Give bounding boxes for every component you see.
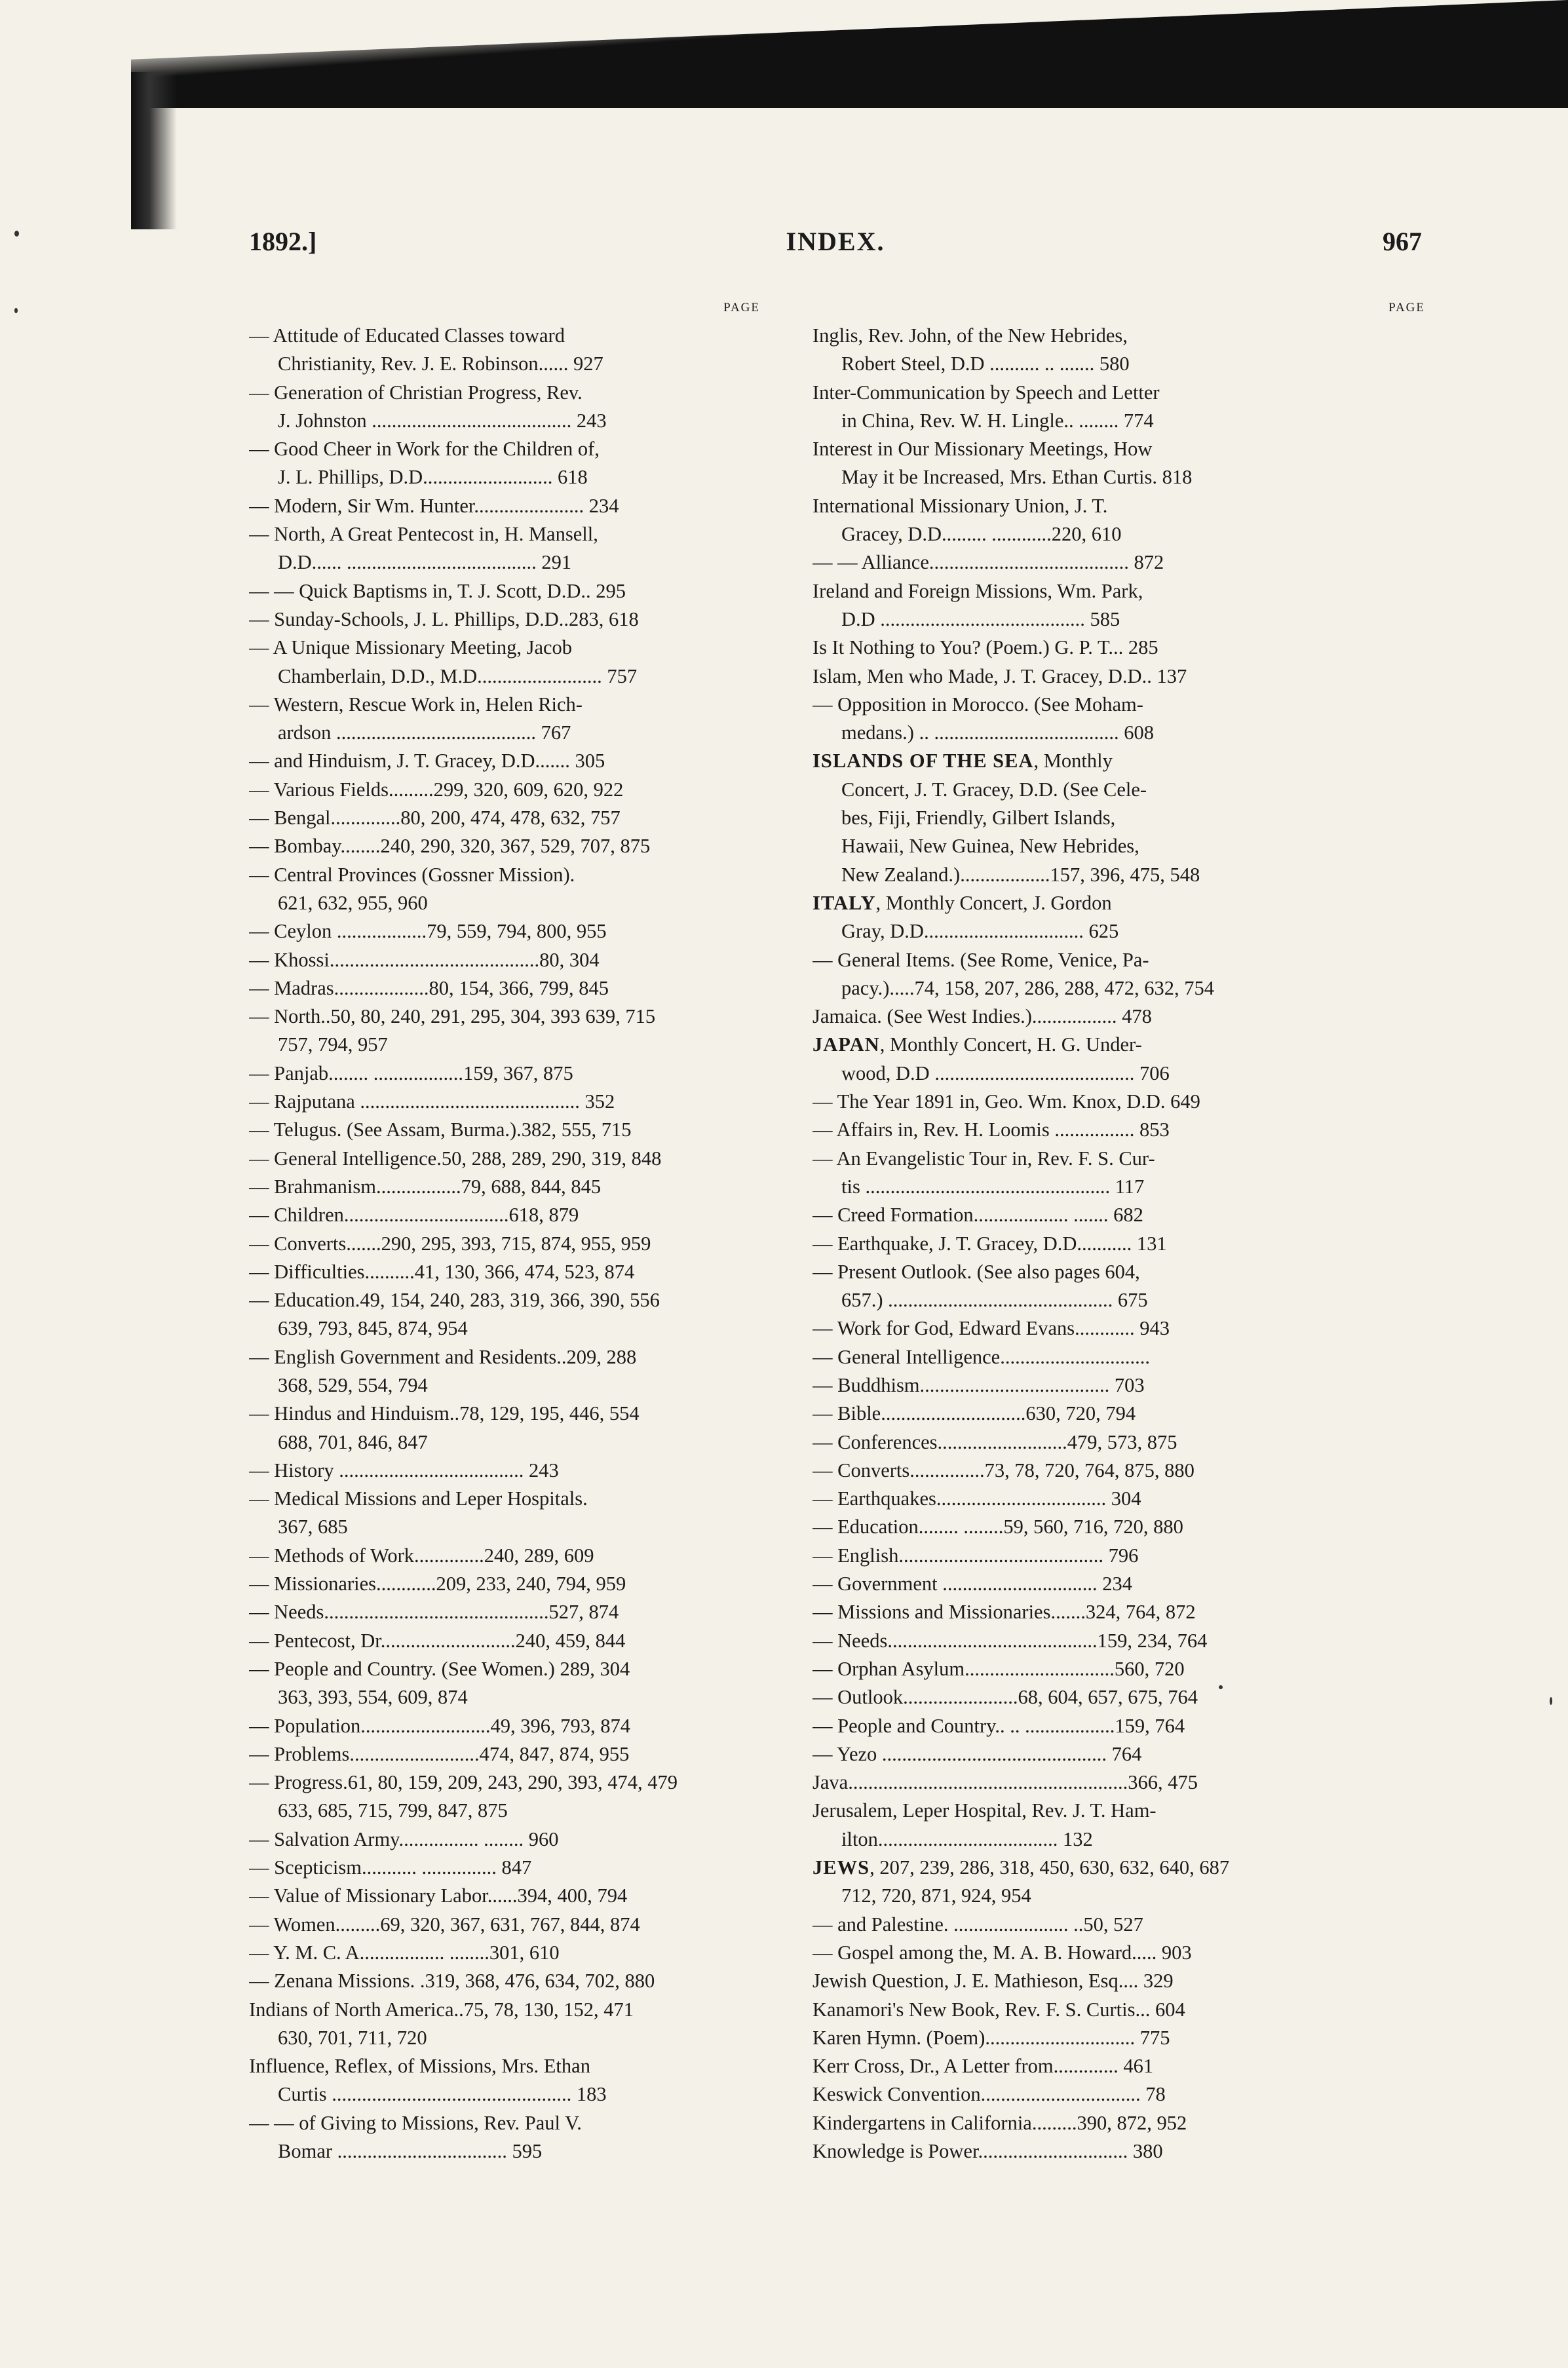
index-entry-continuation: Gray, D.D................................ 625 <box>841 920 1119 943</box>
index-entry-line: — Pentecost, Dr...........................240, 459, 844 <box>249 1629 626 1652</box>
index-entry-continuation: ilton.................................... 132 <box>841 1827 1093 1850</box>
right-index-column <box>813 294 1425 2166</box>
index-entry-line: — Present Outlook. (See also pages 604, <box>813 1260 1140 1283</box>
index-entry <box>249 1939 760 1967</box>
index-entry-line: International Missionary Union, J. T. <box>813 494 1108 517</box>
index-entry <box>813 1485 1425 1513</box>
index-entry <box>249 776 760 804</box>
index-entry <box>249 1996 760 2053</box>
index-entry-line: Islam, Men who Made, J. T. Gracey, D.D.. 137 <box>813 664 1187 687</box>
index-entry-line: — Education........ ........59, 560, 716, 720, 880 <box>813 1516 1183 1538</box>
index-entry <box>249 1825 760 1854</box>
index-entry <box>249 1882 760 1910</box>
index-entry <box>249 520 760 577</box>
index-entry-line: — Rajputana ............................................ 352 <box>249 1090 615 1113</box>
index-entry <box>249 1740 760 1768</box>
index-entry <box>813 577 1425 634</box>
index-entry <box>813 1400 1425 1428</box>
index-entry-line: — Orphan Asylum..............................560, 720 <box>813 1657 1185 1680</box>
index-entry-continuation: Christianity, Rev. J. E. Robinson...... 927 <box>278 353 603 375</box>
index-entry-line: Jerusalem, Leper Hospital, Rev. J. T. Ham- <box>813 1799 1157 1822</box>
index-entry-continuation: D.D...... ...................................... 291 <box>278 551 572 574</box>
index-entry-continuation: 621, 632, 955, 960 <box>278 891 428 914</box>
index-entry-line: — Hindus and Hinduism..78, 129, 195, 446, 554 <box>249 1402 640 1425</box>
index-entry-line: — Salvation Army................ ........ 960 <box>249 1827 559 1850</box>
index-entry-line: — Good Cheer in Work for the Children of, <box>249 438 600 461</box>
index-entry-line: Kerr Cross, Dr., A Letter from............. 461 <box>813 2055 1154 2078</box>
index-entry-line: — Madras...................80, 154, 366, 799, 845 <box>249 976 609 999</box>
index-entry-line: — Ceylon ..................79, 559, 794, 800, 955 <box>249 920 607 943</box>
index-entry-continuation: Hawaii, New Guinea, New Hebrides, <box>841 835 1139 858</box>
index-heading: ISLANDS OF THE SEA <box>813 750 1034 773</box>
index-entry-line: — — of Giving to Missions, Rev. Paul V. <box>249 2111 582 2134</box>
index-entry-continuation: 630, 701, 711, 720 <box>278 2026 427 2049</box>
index-entry-continuation: Gracey, D.D......... ............220, 610 <box>841 523 1122 546</box>
index-entry <box>813 1513 1425 1541</box>
index-entry <box>813 1598 1425 1626</box>
index-entry-line <box>813 1854 1425 1882</box>
index-entry <box>249 1343 760 1400</box>
index-entry-line: — Needs.............................................527, 874 <box>249 1601 619 1624</box>
index-entry <box>249 1145 760 1173</box>
index-entry <box>249 1060 760 1088</box>
index-entry-line: — Modern, Sir Wm. Hunter...................... 234 <box>249 494 619 517</box>
index-entry-line: Is It Nothing to You? (Poem.) G. P. T... 285 <box>813 636 1158 659</box>
index-entry-line: — Western, Rescue Work in, Helen Rich- <box>249 693 583 716</box>
scan-speck <box>14 308 18 313</box>
index-entry-line: — Zenana Missions. .319, 368, 476, 634, 702, 880 <box>249 1970 655 1993</box>
index-entry-continuation: New Zealand.)..................157, 396, 475, 548 <box>841 863 1200 886</box>
scan-speck <box>14 231 19 237</box>
index-entry <box>249 1655 760 1712</box>
index-entry-line <box>813 747 1425 775</box>
index-entry-line: — Difficulties..........41, 130, 366, 474, 523, 874 <box>249 1260 635 1283</box>
index-entry-continuation: 639, 793, 845, 874, 954 <box>278 1317 468 1340</box>
index-entry-line: — Population..........................49, 396, 793, 874 <box>249 1714 631 1737</box>
index-entry-line: — North, A Great Pentecost in, H. Mansell, <box>249 523 598 546</box>
index-entry-continuation: in China, Rev. W. H. Lingle.. ........ 774 <box>841 409 1154 432</box>
scan-shadow-left <box>131 72 177 229</box>
index-entry-line: — Needs..........................................159, 234, 764 <box>813 1629 1208 1652</box>
index-entry <box>813 747 1425 888</box>
index-entry-continuation: Chamberlain, D.D., M.D......................... 757 <box>278 664 638 687</box>
index-entry-line: Kindergartens in California.........390, 872, 952 <box>813 2111 1187 2134</box>
index-entry-continuation: 657.) ............................................. 675 <box>841 1289 1148 1312</box>
index-entry <box>813 1116 1425 1144</box>
index-entry-line: — A Unique Missionary Meeting, Jacob <box>249 636 573 659</box>
index-entry-line: — and Palestine. ....................... ..50, 527 <box>813 1913 1143 1936</box>
index-entry <box>249 1768 760 1825</box>
index-entry-line: Influence, Reflex, of Missions, Mrs. Ethan <box>249 2055 590 2078</box>
index-entry <box>249 1116 760 1144</box>
index-entry <box>813 1003 1425 1031</box>
index-entry <box>813 1258 1425 1315</box>
index-entry <box>813 2137 1425 2166</box>
index-entry-line: — Bombay........240, 290, 320, 367, 529, 707, 875 <box>249 835 651 858</box>
index-entry-line: — Affairs in, Rev. H. Loomis ................ 853 <box>813 1118 1170 1141</box>
index-entry-continuation: 757, 794, 957 <box>278 1033 388 1056</box>
index-entry-line: — An Evangelistic Tour in, Rev. F. S. Cur- <box>813 1147 1155 1170</box>
index-entry <box>249 804 760 832</box>
index-entry <box>249 832 760 860</box>
index-entry <box>813 946 1425 1003</box>
index-entry-line: — Medical Missions and Leper Hospitals. <box>249 1487 588 1510</box>
index-entry <box>249 577 760 605</box>
index-entry-line: — People and Country. (See Women.) 289, 304 <box>249 1657 630 1680</box>
index-entry-line: — Earthquakes.................................. 304 <box>813 1487 1141 1510</box>
index-entry-line: — Bible.............................630, 720, 794 <box>813 1402 1136 1425</box>
index-entry-line: — Telugus. (See Assam, Burma.).382, 555, 715 <box>249 1118 632 1141</box>
index-heading: JAPAN <box>813 1033 880 1056</box>
index-entry-continuation: Robert Steel, D.D .......... .. ....... 580 <box>841 353 1130 375</box>
page-header <box>249 226 1422 265</box>
index-entry <box>249 1627 760 1655</box>
left-index-column <box>249 294 760 2166</box>
index-entry <box>813 1371 1425 1400</box>
index-entry <box>249 435 760 492</box>
index-entry-continuation: Bomar .................................. 595 <box>278 2140 543 2162</box>
index-entry <box>249 605 760 634</box>
index-entry-line: Jewish Question, J. E. Mathieson, Esq.... 329 <box>813 1970 1174 1993</box>
index-entry-line: — Value of Missionary Labor......394, 400, 794 <box>249 1884 628 1907</box>
index-entry-line: — English......................................... 796 <box>813 1544 1139 1567</box>
index-entry <box>249 1003 760 1060</box>
scan-shadow-top <box>131 0 1568 108</box>
index-entry <box>249 917 760 945</box>
index-entry <box>813 2080 1425 2109</box>
index-entry <box>813 1768 1425 1797</box>
index-entry-line: Inter-Communication by Speech and Letter <box>813 381 1160 404</box>
index-entry-continuation: 368, 529, 554, 794 <box>278 1373 428 1396</box>
index-entry <box>249 974 760 1003</box>
index-entry-line: — — Quick Baptisms in, T. J. Scott, D.D.. 295 <box>249 579 626 602</box>
index-entry-line: — Various Fields.........299, 320, 609, 620, 922 <box>249 778 624 801</box>
index-entry-line: — Progress.61, 80, 159, 209, 243, 290, 393, 474, 479 <box>249 1771 678 1794</box>
index-entry <box>813 1655 1425 1683</box>
index-entry <box>249 1088 760 1116</box>
index-entry <box>249 492 760 520</box>
index-entry-continuation: ardson ........................................ 767 <box>278 721 571 744</box>
index-entry-continuation: Curtis ................................................ 183 <box>278 2083 607 2106</box>
index-entry-line: — The Year 1891 in, Geo. Wm. Knox, D.D. 649 <box>813 1090 1200 1113</box>
index-entry-line: — Outlook.......................68, 604, 657, 675, 764 <box>813 1686 1198 1709</box>
index-entry <box>249 1967 760 1995</box>
index-entry <box>813 322 1425 379</box>
index-entry-line: — Creed Formation................... ....... 682 <box>813 1204 1143 1227</box>
index-entry <box>249 2109 760 2166</box>
index-entry-line: — Women.........69, 320, 367, 631, 767, 844, 874 <box>249 1913 640 1936</box>
index-entry <box>249 861 760 918</box>
index-entry <box>813 1740 1425 1768</box>
index-entry <box>813 1457 1425 1485</box>
index-entry-line: — General Intelligence.50, 288, 289, 290, 319, 848 <box>249 1147 662 1170</box>
index-entry-line: — History ..................................... 243 <box>249 1459 559 1481</box>
index-entry <box>249 1286 760 1343</box>
index-entry <box>813 1088 1425 1116</box>
index-entry-line: — Converts...............73, 78, 720, 764, 875, 880 <box>813 1459 1195 1481</box>
index-entry-continuation: medans.) .. ..................................... 608 <box>841 721 1154 744</box>
index-entry <box>813 691 1425 748</box>
index-entry-continuation: J. L. Phillips, D.D.......................... 618 <box>278 466 588 489</box>
index-entry-continuation: pacy.).....74, 158, 207, 286, 288, 472, 632, 754 <box>841 976 1215 999</box>
index-entry <box>813 492 1425 549</box>
index-entry-line: — Missionaries............209, 233, 240, 794, 959 <box>249 1573 626 1595</box>
index-entry-line: — General Items. (See Rome, Venice, Pa- <box>813 948 1149 971</box>
index-entry-line: — Panjab........ ..................159, 367, 875 <box>249 1061 573 1084</box>
index-entry <box>813 1911 1425 1939</box>
index-entry-line: — Attitude of Educated Classes toward <box>249 324 565 347</box>
scan-speck <box>1550 1697 1552 1705</box>
index-entry-continuation: 712, 720, 871, 924, 954 <box>841 1884 1031 1907</box>
index-heading-rest: , Monthly Concert, J. Gordon <box>875 891 1112 914</box>
index-entry <box>813 1996 1425 2024</box>
index-entry <box>249 2052 760 2109</box>
index-entry-line: — Khossi..........................................80, 304 <box>249 948 600 971</box>
index-entry-line: Knowledge is Power.............................. 380 <box>813 2140 1163 2162</box>
index-entry-line: — General Intelligence.............................. <box>813 1345 1150 1368</box>
index-entry <box>813 1712 1425 1740</box>
index-entry-continuation: 363, 393, 554, 609, 874 <box>278 1686 468 1709</box>
index-entry <box>249 1712 760 1740</box>
index-entry-line: — Central Provinces (Gossner Mission). <box>249 863 575 886</box>
index-entry-line: — Conferences..........................479, 573, 875 <box>813 1430 1177 1453</box>
index-entry-line: — Brahmanism.................79, 688, 844, 845 <box>249 1175 602 1198</box>
index-entry-line: — Opposition in Morocco. (See Moham- <box>813 693 1143 716</box>
index-entry <box>813 1854 1425 1911</box>
index-entry-line: — and Hinduism, J. T. Gracey, D.D....... 305 <box>249 750 605 773</box>
index-entry-line: — Problems..........................474, 847, 874, 955 <box>249 1742 630 1765</box>
index-entry-line: — Government ............................... 234 <box>813 1573 1132 1595</box>
index-entry <box>813 548 1425 577</box>
index-entry <box>813 1967 1425 1995</box>
index-entry-line: — Earthquake, J. T. Gracey, D.D........... 131 <box>813 1232 1167 1255</box>
index-entry-continuation: tis ................................................. 117 <box>841 1175 1145 1198</box>
index-entry-line: Indians of North America..75, 78, 130, 152, 471 <box>249 1998 634 2021</box>
index-entry <box>249 1911 760 1939</box>
index-entry <box>249 1230 760 1258</box>
index-entry <box>249 1485 760 1542</box>
index-entry-line: — Generation of Christian Progress, Rev. <box>249 381 583 404</box>
index-entry-line: Interest in Our Missionary Meetings, How <box>813 438 1153 461</box>
index-entry <box>813 435 1425 492</box>
index-entry-line: Java........................................................366, 475 <box>813 1771 1198 1794</box>
index-entry <box>813 1145 1425 1202</box>
index-entry <box>813 1939 1425 1967</box>
header-title: INDEX. <box>786 227 885 256</box>
index-entry-continuation: bes, Fiji, Friendly, Gilbert Islands, <box>841 807 1116 830</box>
index-entry-continuation: Concert, J. T. Gracey, D.D. (See Cele- <box>841 778 1147 801</box>
page-column-label: PAGE <box>723 301 760 315</box>
index-entry <box>813 1314 1425 1343</box>
index-entry-continuation: 688, 701, 846, 847 <box>278 1430 428 1453</box>
index-entry <box>249 634 760 691</box>
index-entry-line: — Bengal..............80, 200, 474, 478, 632, 757 <box>249 807 621 830</box>
index-entry <box>249 379 760 436</box>
index-entry-line: Keswick Convention................................ 78 <box>813 2083 1166 2106</box>
index-entry <box>249 1570 760 1598</box>
index-entry-line: — — Alliance........................................ 872 <box>813 551 1164 574</box>
index-entry-continuation: 633, 685, 715, 799, 847, 875 <box>278 1799 508 1822</box>
index-entry-line: — Yezo ............................................. 764 <box>813 1742 1142 1765</box>
index-entry <box>249 1258 760 1286</box>
index-entry-line: — Missions and Missionaries.......324, 764, 872 <box>813 1601 1196 1624</box>
index-entry <box>249 747 760 775</box>
index-entry <box>813 662 1425 691</box>
index-entry-continuation: 367, 685 <box>278 1516 348 1538</box>
index-entry-continuation: J. Johnston ........................................ 243 <box>278 409 607 432</box>
index-entry <box>813 1230 1425 1258</box>
header-page-number: 967 <box>1383 227 1422 256</box>
index-entry <box>249 1173 760 1201</box>
index-entry-line: — Education.49, 154, 240, 283, 319, 366, 390, 556 <box>249 1289 660 1312</box>
header-year: 1892.] <box>249 227 317 256</box>
index-entry <box>249 1542 760 1570</box>
index-entry <box>813 1428 1425 1457</box>
index-entry-line: — Gospel among the, M. A. B. Howard..... 903 <box>813 1941 1192 1964</box>
index-entry-line <box>813 889 1425 917</box>
index-entry <box>249 946 760 974</box>
index-entry-line: — People and Country.. .. ..................159, 764 <box>813 1714 1185 1737</box>
index-entry-line: Karen Hymn. (Poem).............................. 775 <box>813 2026 1170 2049</box>
index-entry-continuation: D.D ......................................... 585 <box>841 607 1120 630</box>
index-entry-line: Ireland and Foreign Missions, Wm. Park, <box>813 579 1143 602</box>
index-entry-line <box>813 1031 1425 1059</box>
index-entry <box>813 1542 1425 1570</box>
index-heading: ITALY <box>813 891 876 914</box>
index-entry-line: — Converts.......290, 295, 393, 715, 874, 955, 959 <box>249 1232 651 1255</box>
index-entry <box>813 1201 1425 1229</box>
index-entry-line: — Sunday-Schools, J. L. Phillips, D.D..283, 618 <box>249 607 639 630</box>
index-entry <box>249 691 760 748</box>
index-entry-line: — Y. M. C. A................. ........301, 610 <box>249 1941 560 1964</box>
index-entry <box>813 1031 1425 1088</box>
index-entry <box>249 1598 760 1626</box>
index-entry <box>813 1343 1425 1371</box>
index-entry <box>249 1400 760 1457</box>
index-entry <box>813 379 1425 436</box>
index-entry-line: Kanamori's New Book, Rev. F. S. Curtis... 604 <box>813 1998 1185 2021</box>
index-heading-rest: , Monthly Concert, H. G. Under- <box>879 1033 1142 1056</box>
index-entry <box>813 2024 1425 2052</box>
index-entry-line: — Work for God, Edward Evans............ 943 <box>813 1317 1170 1340</box>
index-entry <box>813 1570 1425 1598</box>
index-entry <box>249 1457 760 1485</box>
index-entry-line: — Methods of Work..............240, 289, 609 <box>249 1544 594 1567</box>
index-heading: JEWS <box>813 1856 870 1879</box>
index-heading-rest: , 207, 239, 286, 318, 450, 630, 632, 640, 687 <box>870 1856 1230 1879</box>
index-entry <box>813 2052 1425 2080</box>
index-entry <box>813 2109 1425 2137</box>
index-entry-line: — Scepticism........... ............... 847 <box>249 1856 532 1879</box>
index-heading-rest: , Monthly <box>1033 750 1113 773</box>
index-entry <box>813 1683 1425 1711</box>
index-entry-continuation: May it be Increased, Mrs. Ethan Curtis. 818 <box>841 466 1193 489</box>
index-entry <box>813 634 1425 662</box>
index-entry <box>249 1201 760 1229</box>
index-entry-line: Inglis, Rev. John, of the New Hebrides, <box>813 324 1128 347</box>
index-entry-line: — Buddhism...................................... 703 <box>813 1373 1145 1396</box>
index-entry <box>249 1854 760 1882</box>
index-entry-line: Jamaica. (See West Indies.)................. 478 <box>813 1005 1152 1028</box>
index-entry-line: — English Government and Residents..209, 288 <box>249 1345 637 1368</box>
index-entry-line: — North..50, 80, 240, 291, 295, 304, 393 639, 715 <box>249 1005 656 1028</box>
index-entry <box>813 1627 1425 1655</box>
page-column-label: PAGE <box>1388 301 1425 315</box>
index-entry <box>813 1797 1425 1854</box>
index-entry-continuation: wood, D.D ........................................ 706 <box>841 1061 1170 1084</box>
index-entry-line: — Children.................................618, 879 <box>249 1204 579 1227</box>
index-entry <box>249 322 760 379</box>
index-entry <box>813 889 1425 946</box>
